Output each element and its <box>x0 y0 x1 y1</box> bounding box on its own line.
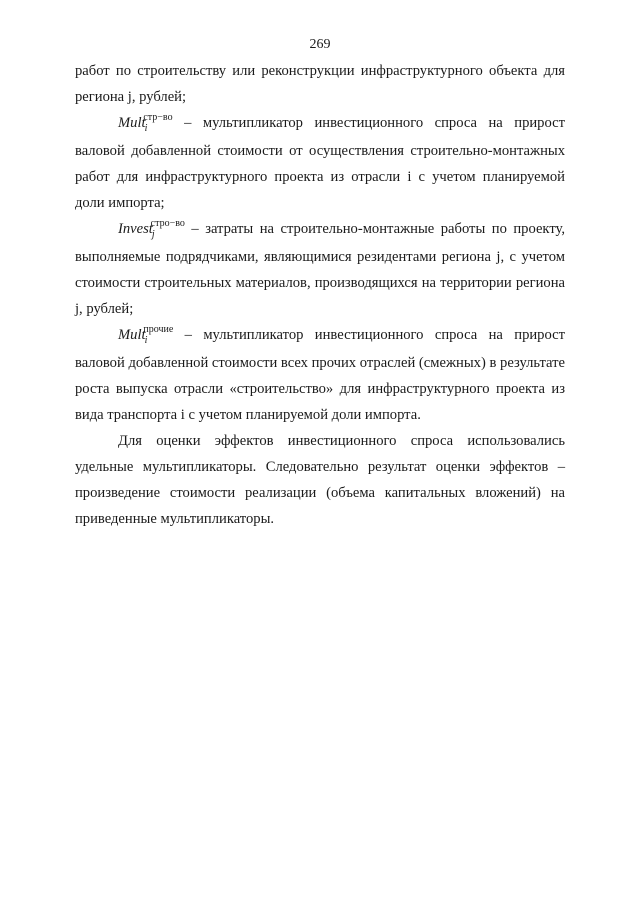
paragraph-text: – мультипликатор инвестиционного спроса на прирост валовой добавленной стоимости всех прочих отраслей (смежных) в результате роста выпуска отрасли «строительство» для инфраструктурного проекта из вида транспорта i с учетом планируемой доли импорта. <box>75 327 565 423</box>
formula-symbol: Mult <box>118 327 146 343</box>
formula-mult-construction <box>118 112 173 134</box>
formula-mult-other <box>118 324 174 346</box>
formula-superscript: стро−во <box>150 218 185 229</box>
paragraph-text: – затраты на строительно-монтажные работы по проекту, выполняемые подрядчиками, являющимися резидентами региона j, с учетом стоимости строительных материалов, производящихся на территории региона j, рублей; <box>75 221 565 317</box>
formula-subscript: j <box>151 229 155 240</box>
formula-subscript: i <box>144 123 148 134</box>
formula-invest-construction <box>118 218 185 240</box>
paragraph-conclusion: Для оценки эффектов инвестиционного спроса использовались удельные мультипликаторы. Следовательно результат оценки эффектов – произведение стоимости реализации (объема капитальных вложений) на приведенные мультипликаторы. <box>75 433 565 527</box>
paragraph-continuation: работ по строительству или реконструкции инфраструктурного объекта для региона j, рублей; <box>75 63 565 105</box>
paragraph-text: – мультипликатор инвестиционного спроса на прирост валовой добавленной стоимости от осуществления строительно-монтажных работ для инфраструктурного проекта из отрасли i с учетом планируемой доли импорта; <box>75 115 565 211</box>
formula-superscript: прочие <box>143 324 174 335</box>
paragraph-mult-other <box>75 322 565 428</box>
formula-symbol: Mult <box>118 115 146 131</box>
formula-subscript: i <box>144 335 148 346</box>
formula-symbol: Invest <box>118 221 153 237</box>
page-number: 269 <box>309 37 331 52</box>
paragraph-mult-construction <box>75 110 565 216</box>
formula-superscript: стр−во <box>143 112 173 123</box>
paragraph-invest-construction <box>75 216 565 322</box>
document-body <box>75 58 565 532</box>
